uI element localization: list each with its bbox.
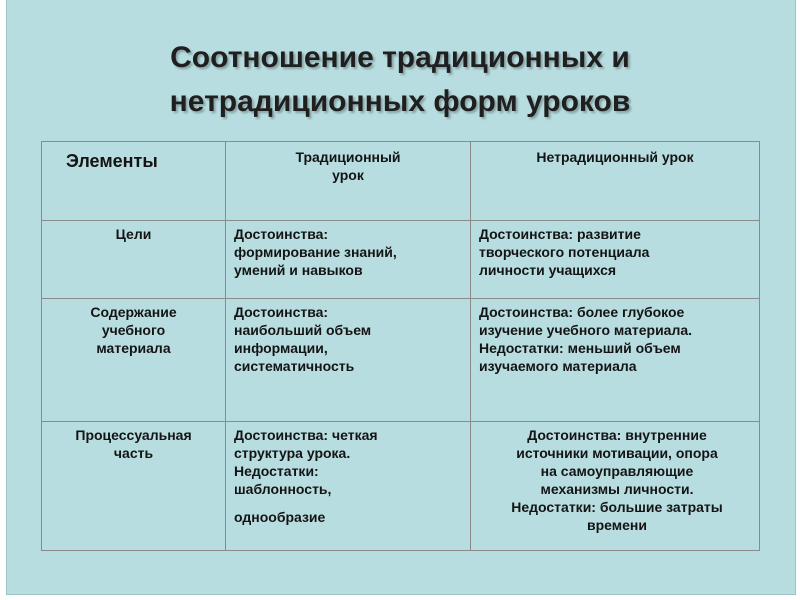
- table-header-row: [42, 142, 760, 221]
- cell-line: Достоинства:: [234, 226, 329, 243]
- cell-line: систематичность: [234, 358, 355, 375]
- header-traditional-line2: урок: [332, 167, 364, 183]
- cell-line: шаблонность,: [234, 481, 332, 498]
- cell-line: источники мотивации, опора: [516, 445, 718, 462]
- header-traditional-line1: Традиционный: [295, 149, 401, 165]
- cell-element: [42, 299, 226, 422]
- cell-line: Достоинства: развитие: [479, 226, 641, 243]
- cell-line: Цели: [115, 226, 152, 243]
- cell-element: [42, 221, 226, 299]
- cell-line: механизмы личности.: [540, 481, 694, 498]
- cell-line: часть: [113, 445, 154, 462]
- cell-line: формирование знаний,: [234, 244, 397, 261]
- cell-line: материала: [96, 340, 171, 357]
- header-nontraditional: Нетрадиционный урок: [471, 142, 760, 221]
- cell-line: структура урока.: [234, 445, 351, 462]
- cell-line: Достоинства: четкая: [234, 427, 378, 444]
- cell-traditional: [226, 422, 471, 551]
- cell-nontraditional: [471, 299, 760, 422]
- cell-traditional: [226, 221, 471, 299]
- cell-line: изучение учебного материала.: [479, 322, 693, 339]
- table-row: [42, 221, 760, 299]
- cell-line: Недостатки: большие затраты: [511, 499, 723, 516]
- cell-element: [42, 422, 226, 551]
- cell-line: Достоинства: внутренние: [527, 427, 707, 444]
- cell-line: творческого потенциала: [479, 244, 650, 261]
- cell-line: Достоинства: более глубокое: [479, 304, 685, 321]
- cell-traditional: [226, 299, 471, 422]
- cell-line: однообразие: [234, 509, 326, 526]
- cell-line: Недостатки:: [234, 463, 319, 480]
- comparison-table: [41, 141, 760, 551]
- cell-nontraditional: [471, 221, 760, 299]
- cell-nontraditional: [471, 422, 760, 551]
- cell-line: наибольший объем: [234, 322, 372, 339]
- cell-line: Процессуальная: [75, 427, 192, 444]
- cell-line: умений и навыков: [234, 262, 363, 279]
- slide-title: [0, 36, 800, 124]
- cell-line: учебного: [101, 322, 166, 339]
- title-line-2: нетрадиционных форм уроков: [169, 85, 631, 118]
- title-line-1: Соотношение традиционных и: [170, 41, 630, 74]
- cell-line: Недостатки: меньший объем: [479, 340, 681, 357]
- cell-line: личности учащихся: [479, 262, 617, 279]
- cell-line: изучаемого материала: [479, 358, 637, 375]
- table-row: [42, 422, 760, 551]
- table-row: [42, 299, 760, 422]
- header-traditional: [226, 142, 471, 221]
- header-elements: Элементы: [42, 142, 226, 221]
- cell-line: Содержание: [90, 304, 177, 321]
- cell-line: Достоинства:: [234, 304, 329, 321]
- cell-line: времени: [587, 517, 647, 534]
- cell-line: на самоуправляющие: [540, 463, 694, 480]
- cell-line: информации,: [234, 340, 328, 357]
